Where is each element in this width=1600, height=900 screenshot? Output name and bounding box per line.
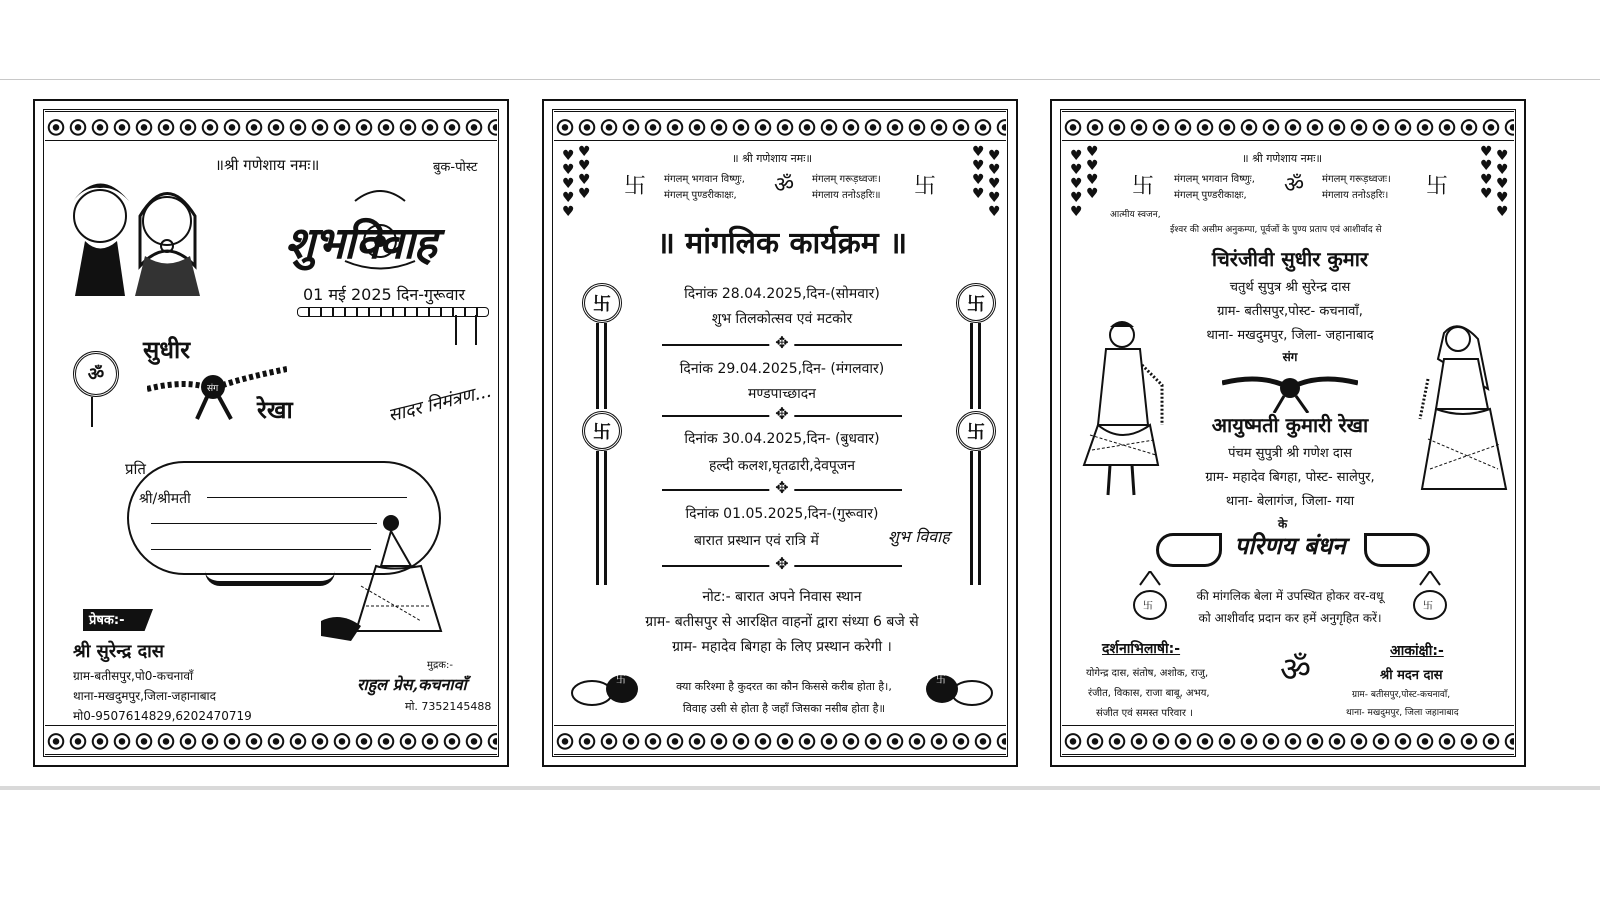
ganesh-invocation: ॥ श्री गणेशाय नमः॥ — [732, 152, 813, 165]
top-rule — [0, 79, 1600, 80]
event-divider-3 — [662, 489, 902, 491]
ganesh-icon: ॐ — [1284, 173, 1305, 198]
darshan-line-2: रंजीत, विकास, राजा बाबू, अभय, — [1088, 688, 1210, 699]
hanging-hearts-right: ♥ ♥ ♥ ♥ — [1480, 144, 1493, 202]
sender-name: श्री सुरेन्द्र दास — [73, 641, 164, 662]
printer-label: मुद्रक:- — [427, 660, 453, 671]
akankshi-address-1: ग्राम- बतीसपुर,पोस्ट-कचनावाँ, — [1352, 690, 1451, 700]
akankshi-address-2: थाना- मखदुमपुर, जिला जहानाबाद — [1346, 708, 1459, 718]
swastika-right-icon: 卐 — [914, 174, 937, 199]
swastika-left-icon: 卐 — [1132, 174, 1155, 199]
shubh-vivah-title: शुभविवाह — [285, 218, 436, 269]
event-4-date: दिनांक 01.05.2025,दिन-(गुरूवार) — [685, 506, 879, 522]
ornamental-band-bottom — [554, 725, 1006, 755]
knot-sang-label: संग — [207, 384, 219, 394]
groom-address-1: ग्राम- बतीसपुर,पोस्ट- कचनावाँ, — [1217, 304, 1363, 319]
svg-text:卐: 卐 — [1143, 601, 1153, 612]
bride-dancer-illustration — [321, 511, 451, 646]
sender-address-1: ग्राम-बतीसपुर,पो0-कचनावाँ — [73, 669, 194, 683]
mantra-right-1: मंगलम् गरूड़ध्वजः। — [1322, 174, 1391, 185]
invite-line-1: की मांगलिक बेला में उपस्थित होकर वर-वधू — [1196, 589, 1384, 603]
swastika-medal-right-1: 卐 — [956, 283, 996, 323]
event-1-date: दिनांक 28.04.2025,दिन-(सोमवार) — [684, 286, 880, 302]
svg-text:卐: 卐 — [936, 675, 946, 686]
om-medallion: ॐ — [73, 351, 119, 397]
wedding-date: 01 मई 2025 दिन-गुरूवार — [303, 285, 466, 304]
svg-text:卐: 卐 — [1423, 601, 1433, 612]
hanging-hearts-left-2: ♥ ♥ ♥ ♥ — [578, 144, 591, 202]
ganesh-icon: ॐ — [774, 173, 795, 198]
note-line-3: ग्राम- महादेव बिगहा के लिए प्रस्थान करेगी । — [672, 639, 892, 655]
pillar-right-1 — [970, 323, 973, 409]
pillar-right-2 — [970, 451, 973, 585]
programme-title: ॥ मांगलिक कार्यक्रम ॥ — [656, 226, 908, 261]
card-cover — [33, 99, 509, 767]
quote-line-2: विवाह उसी से होता है जहाँ जिसका नसीब होता है॥ — [682, 702, 886, 715]
hanging-hearts-left: ♥ ♥ ♥ ♥ ♥ — [1070, 148, 1083, 220]
card-invitation — [1050, 99, 1526, 767]
groom-address-2: थाना- मखदुमपुर, जिला- जहानाबाद — [1206, 328, 1374, 343]
event-3-name: हल्दी कलश,घृतढारी,देवपूजन — [708, 458, 856, 474]
ornamental-band-bottom — [45, 725, 497, 755]
ornamental-band-top — [554, 111, 1006, 141]
mantra-left-1: मंगलम् भगवान विष्णुः, — [664, 174, 745, 185]
box-swirl — [205, 571, 335, 586]
note-line-2: ग्राम- बतीसपुर से आरक्षित वाहनों द्वारा संध्या 6 बजे से — [645, 614, 919, 630]
greeting: आत्मीय स्वजन, — [1110, 210, 1161, 220]
mantra-left-2: मंगलम् पुण्डरीकाक्षः, — [664, 190, 737, 201]
printer-phone: मो. 7352145488 — [405, 700, 492, 713]
swastika-right-icon: 卐 — [1426, 174, 1449, 199]
sender-label: प्रेषक:- — [89, 613, 125, 628]
groom-full-name: चिरंजीवी सुधीर कुमार — [1211, 247, 1369, 271]
drum-left-illustration — [570, 667, 642, 711]
bride-address-2: थाना- बेलागंज, जिला- गया — [1225, 494, 1355, 509]
pillar-right-2b — [978, 451, 981, 585]
ornamental-band-top — [1062, 111, 1514, 141]
quote-line-1: क्या करिश्मा है कुदरत का कौन किससे करीब होता है।, — [676, 680, 892, 693]
bottom-rule — [0, 786, 1600, 790]
couple-illustration — [55, 146, 215, 296]
mantra-right-2: मंगलाय तनोऽहरिः। — [1322, 190, 1389, 201]
blessing-line: ईश्वर की असीम अनुकम्पा, पूर्वजों के पुण्य प्रताप एवं आशीर्वाद से — [1170, 225, 1382, 235]
sender-address-2: थाना-मखदुमपुर,जिला-जहानाबाद — [73, 689, 217, 703]
hanging-hearts-right-2: ♥ ♥ ♥ ♥ ♥ — [1496, 148, 1509, 220]
pillar-left-1 — [596, 323, 599, 409]
ke-label: के — [1278, 517, 1288, 531]
darshanabhilashi-label: दर्शनाभिलाषी:- — [1102, 641, 1181, 657]
event-divider-2 — [662, 415, 902, 417]
knot-illustration — [1222, 363, 1358, 413]
parinay-bandhan-title: परिणय बंधन — [1234, 531, 1346, 560]
pillar-left-2 — [596, 451, 599, 585]
mantra-right-1: मंगलम् गरूड़ध्वजः। — [812, 174, 881, 185]
hanging-hearts-left: ♥ ♥ ♥ ♥ ♥ — [562, 148, 575, 220]
akankshi-label: आकांक्षी:- — [1390, 643, 1444, 659]
groom-name: सुधीर — [143, 336, 191, 364]
swastika-medal-left-1: 卐 — [582, 283, 622, 323]
book-post-label: बुक-पोस्ट — [433, 160, 478, 175]
sang-label: संग — [1282, 350, 1298, 364]
bride-address-1: ग्राम- महादेव बिगहा, पोस्ट- सालेपुर, — [1205, 470, 1375, 485]
bride-full-name: आयुष्मती कुमारी रेखा — [1211, 413, 1369, 437]
event-2-name: मण्डपाच्छादन — [748, 386, 816, 402]
prati-label: प्रति — [125, 460, 146, 478]
card-programme — [542, 99, 1018, 767]
ganesh-figure-icon: ॐ — [1280, 650, 1312, 690]
swastika-medal-left-2: 卐 — [582, 411, 622, 451]
svg-text:卐: 卐 — [616, 675, 626, 686]
darshan-line-1: योगेन्द्र दास, संतोष, अशोक, राजु, — [1086, 668, 1209, 679]
mantra-left-2: मंगलम् पुण्डरीकाक्षः, — [1174, 190, 1247, 201]
event-2-date: दिनांक 29.04.2025,दिन- (मंगलवार) — [679, 361, 885, 377]
ganesh-invocation: ॥ श्री गणेशाय नमः॥ — [1242, 152, 1323, 165]
swastika-medal-right-2: 卐 — [956, 411, 996, 451]
hanging-hearts-right: ♥ ♥ ♥ ♥ — [972, 144, 985, 202]
bride-relation: पंचम सुपुत्री श्री गणेश दास — [1228, 446, 1352, 461]
event-divider-4 — [662, 565, 902, 567]
mantra-left-1: मंगलम् भगवान विष्णुः, — [1174, 174, 1255, 185]
event-4-name: बारात प्रस्थान एवं रात्रि में — [694, 533, 819, 549]
ganesh-invocation: ॥श्री गणेशाय नमः॥ — [215, 156, 320, 174]
pillar-right-1b — [978, 323, 981, 409]
pillar-left-2b — [604, 451, 607, 585]
hanging-hearts-right-2: ♥ ♥ ♥ ♥ ♥ — [988, 148, 1001, 220]
flute-tassel — [455, 315, 477, 345]
recipient-label: श्री/श्रीमती — [139, 491, 191, 507]
medallion-string — [91, 397, 93, 427]
invitation-tag: सादर निमंत्रण... — [386, 380, 494, 427]
event-1-name: शुभ तिलकोत्सव एवं मटकोर — [711, 311, 853, 327]
shubh-vivah-mini: शुभ विवाह — [888, 527, 950, 546]
ornamental-band-bottom — [1062, 725, 1514, 755]
address-line-1[interactable] — [207, 497, 407, 498]
invite-line-2: को आशीर्वाद प्रदान कर हमें अनुगृहित करें। — [1198, 611, 1382, 625]
bride-name: रेखा — [257, 396, 293, 424]
event-3-date: दिनांक 30.04.2025,दिन- (बुधवार) — [684, 431, 880, 447]
mantra-right-2: मंगलाय तनोऽहरिः॥ — [812, 190, 881, 201]
darshan-line-3: संजीत एवं समस्त परिवार । — [1096, 708, 1193, 719]
hanging-hearts-left-2: ♥ ♥ ♥ ♥ — [1086, 144, 1099, 202]
swastika-left-icon: 卐 — [624, 174, 647, 199]
note-line-1: नोट:- बारात अपने निवास स्थान — [702, 589, 862, 605]
printer-name: राहुल प्रेस,कचनावाँ — [357, 675, 467, 694]
sender-phone: मो0-9507614829,6202470719 — [73, 709, 252, 723]
pillar-left-1b — [604, 323, 607, 409]
event-divider-1 — [662, 344, 902, 346]
groom-relation: चतुर्थ सुपुत्र श्री सुरेन्द्र दास — [1229, 280, 1351, 295]
akankshi-name: श्री मदन दास — [1380, 668, 1443, 683]
ornamental-band-top — [45, 111, 497, 141]
